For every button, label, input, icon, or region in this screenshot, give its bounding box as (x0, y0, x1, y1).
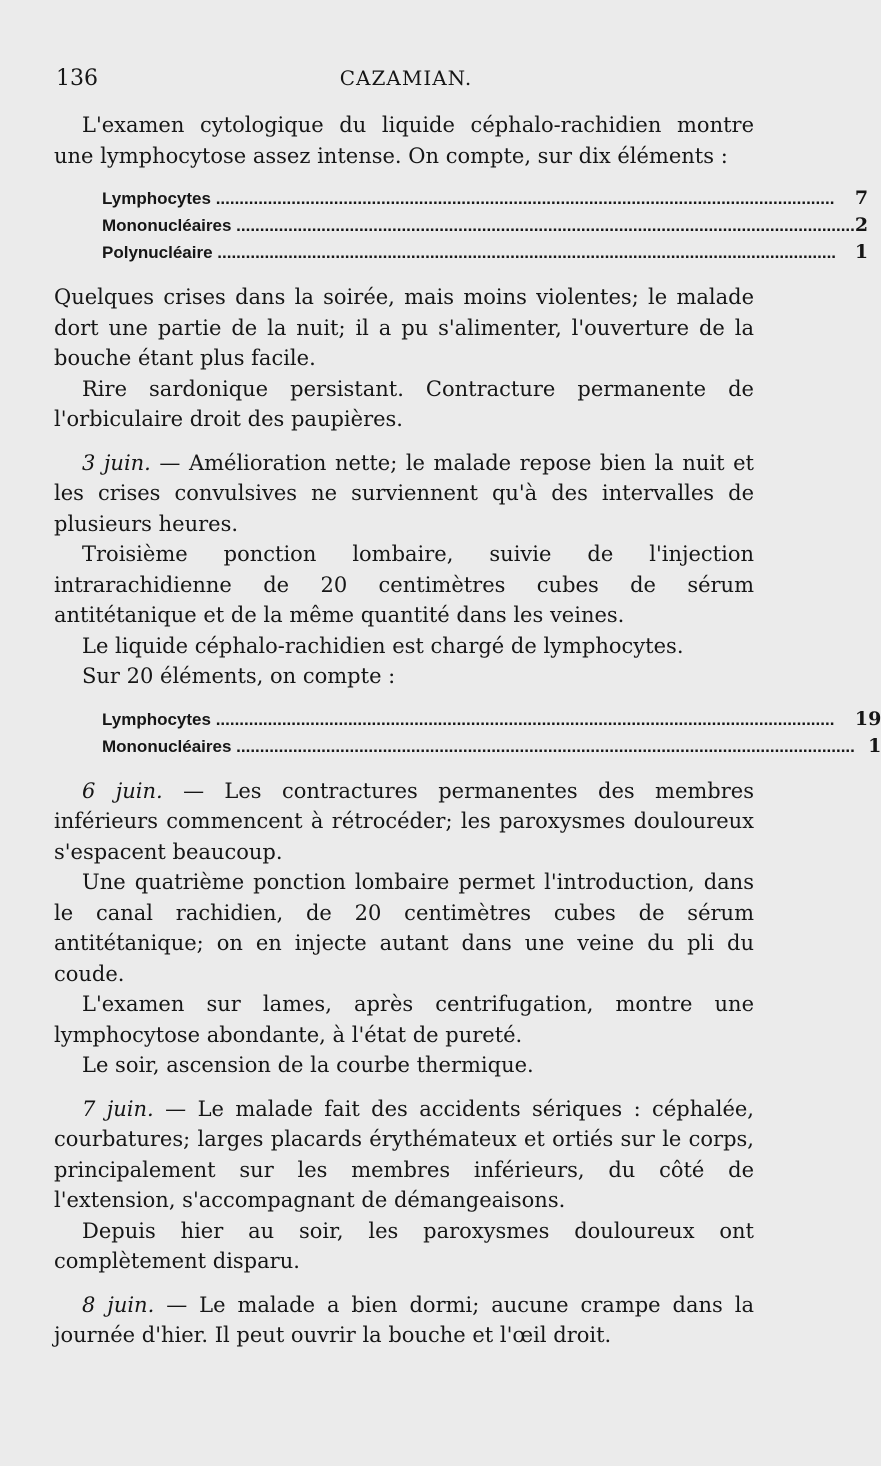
page-header (56, 66, 756, 96)
table-row (102, 214, 868, 241)
cell-count: 1 (868, 734, 881, 757)
entry-7-juin (54, 1094, 754, 1216)
entry-8-juin (54, 1290, 754, 1351)
paragraph-lymphocytes: Le liquide céphalo-rachidien est chargé de lymphocytes. (82, 633, 684, 658)
cell-count: 19 (854, 707, 881, 730)
table-row (102, 708, 881, 735)
paragraph-evening-fever: Le soir, ascension de la courbe thermique. (82, 1053, 534, 1077)
cell-count: 7 (854, 187, 869, 209)
table-row (102, 241, 868, 268)
cell-count: 2 (854, 214, 869, 236)
cell-type-label: Mononucléaires ..... (102, 214, 855, 241)
paragraph-pain-gone: Depuis hier au soir, les paroxysmes douloureux ont complètement disparu. (54, 1218, 754, 1273)
page-body (54, 110, 881, 1351)
cell-type-label: Lymphocytes ..... (102, 187, 855, 214)
entry-text: — Amélioration nette; le malade repose bien la nuit et les crises convulsives ne surviennent qu'à des intervalles de plusieurs heures. (54, 450, 754, 536)
entry-date: 6 juin. (82, 778, 163, 803)
entry-date: 7 juin. (82, 1096, 154, 1121)
cell-type-label: Mononucléaires ..... (102, 735, 855, 762)
paragraph-cytology: L'examen cytologique du liquide céphalo-rachidien montre une lymphocytose assez intense. On compte, sur dix éléments : (54, 113, 754, 168)
paragraph-count-intro: Sur 20 éléments, on compte : (82, 664, 396, 688)
paragraph-slide-exam: L'examen sur lames, après centrifugation, montre une lymphocytose abondante, à l'état de pureté. (54, 992, 754, 1047)
entry-3-juin (54, 448, 754, 540)
entry-text: — Le malade fait des accidents sériques : céphalée, courbatures; larges placards érythémateux et ortiés sur le corps, principalement sur les membres inférieurs, du côté de l'extension, s'accompagnant de démangeaisons. (54, 1096, 754, 1212)
paragraph-evening-crises: Quelques crises dans la soirée, mais moins violentes; le malade dort une partie de la nuit; il a pu s'alimenter, l'ouverture de la bouche étant plus facile. (54, 285, 754, 370)
table-row (102, 187, 868, 214)
page-number: 136 (56, 66, 98, 91)
entry-date: 3 juin. (82, 450, 151, 475)
entry-text: — Le malade a bien dormi; aucune crampe dans la journée d'hier. Il peut ouvrir la bouche et l'œil droit. (54, 1292, 754, 1347)
paragraph-sardonic-laugh: Rire sardonique persistant. Contracture permanente de l'orbiculaire droit des paupières. (54, 376, 754, 431)
running-title: CAZAMIAN. (339, 66, 473, 90)
paragraph-fourth-puncture: Une quatrième ponction lombaire permet l'introduction, dans le canal rachidien, de 20 centimètres cubes de sérum antitétanique; on en injecte autant dans une veine du pli du coude. (54, 870, 754, 986)
entry-date: 8 juin. (82, 1292, 155, 1317)
table-row (102, 735, 881, 762)
cell-count: 1 (854, 241, 869, 263)
cell-type-label: Polynucléaire ..... (102, 241, 855, 268)
paragraph-third-puncture: Troisième ponction lombaire, suivie de l'injection intrarachidienne de 20 centimètres cubes de sérum antitétanique et de la même quantité dans les veines. (54, 542, 754, 627)
cell-type-label: Lymphocytes ..... (102, 708, 855, 735)
cell-count-table-2 (102, 708, 881, 762)
entry-6-juin (54, 776, 754, 868)
entry-text: — Les contractures permanentes des membres inférieurs commencent à rétrocéder; les paroxysmes douloureux s'espacent beaucoup. (54, 778, 754, 864)
cell-count-table-1 (102, 187, 868, 268)
